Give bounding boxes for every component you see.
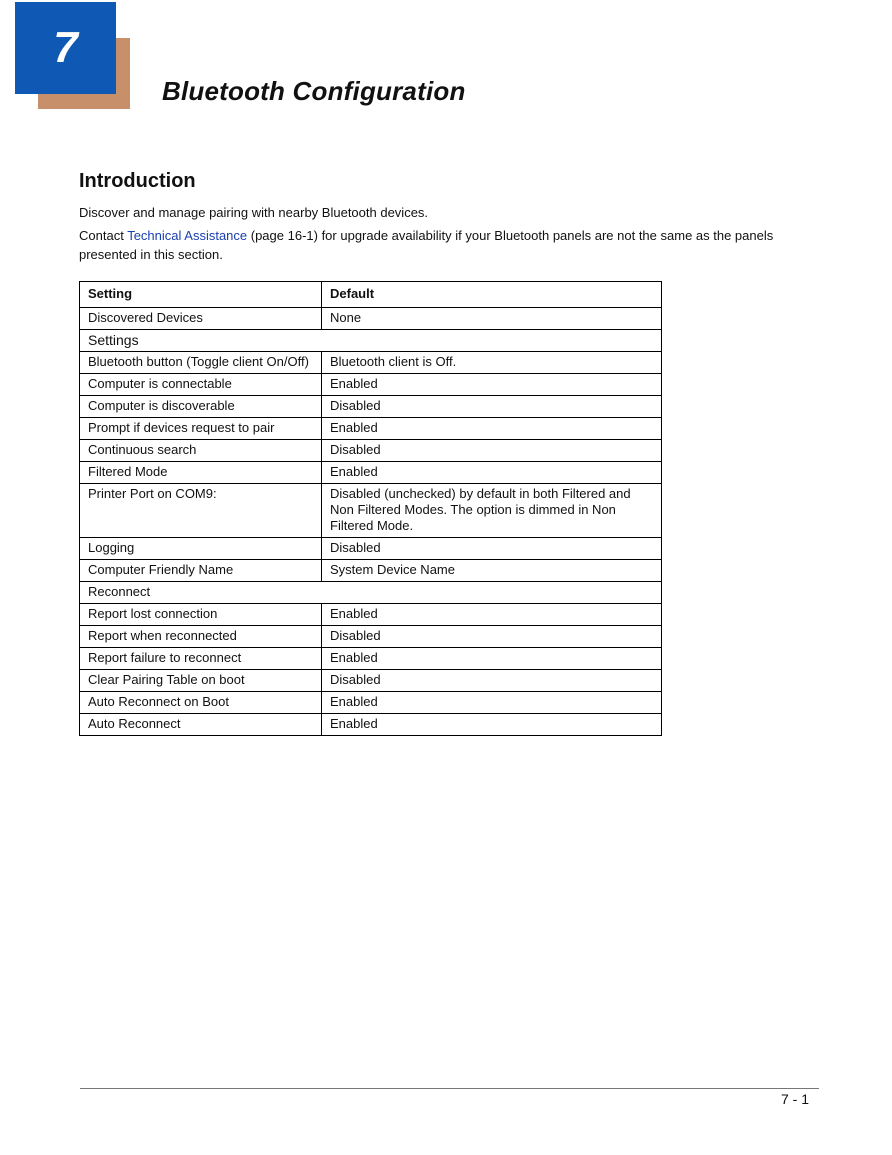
table-row [80,484,662,538]
section-title: Introduction [79,170,196,192]
table-row [80,352,662,374]
default-cell: Enabled [322,462,662,484]
table-row [80,626,662,648]
contact-suffix: (page 16-1) for upgrade availability if your Bluetooth panels are not the same as the panels presented in this section. [79,228,774,262]
default-cell: None [322,308,662,330]
default-cell: Disabled [322,538,662,560]
group-label: Settings [80,330,662,352]
table-row [80,440,662,462]
contact-paragraph [79,226,799,264]
header-default: Default [322,282,662,308]
setting-cell: Computer Friendly Name [80,560,322,582]
technical-assistance-link[interactable]: Technical Assistance [127,228,248,243]
setting-cell: Continuous search [80,440,322,462]
setting-cell: Prompt if devices request to pair [80,418,322,440]
setting-cell: Report failure to reconnect [80,648,322,670]
default-cell: Enabled [322,714,662,736]
group-row-reconnect [80,582,662,604]
table-row [80,560,662,582]
table-row [80,604,662,626]
table-row [80,418,662,440]
setting-cell: Computer is connectable [80,374,322,396]
table-row [80,396,662,418]
table-row [80,462,662,484]
setting-cell: Discovered Devices [80,308,322,330]
setting-cell: Logging [80,538,322,560]
table-row [80,714,662,736]
setting-cell: Auto Reconnect on Boot [80,692,322,714]
setting-cell: Bluetooth button (Toggle client On/Off) [80,352,322,374]
group-row-settings [80,330,662,352]
default-cell: Bluetooth client is Off. [322,352,662,374]
table-row [80,670,662,692]
default-cell: Disabled [322,626,662,648]
default-cell: Enabled [322,648,662,670]
page-number: 7 - 1 [780,1091,809,1107]
default-cell: Disabled [322,396,662,418]
intro-paragraph: Discover and manage pairing with nearby Bluetooth devices. [79,205,429,220]
contact-prefix: Contact [79,228,128,243]
default-cell: System Device Name [322,560,662,582]
header-setting: Setting [80,282,322,308]
setting-cell: Auto Reconnect [80,714,322,736]
group-label: Reconnect [80,582,662,604]
setting-cell: Computer is discoverable [80,396,322,418]
chapter-number-tab: 7 [15,2,116,94]
default-cell: Disabled [322,440,662,462]
settings-table [79,281,662,736]
setting-cell: Report lost connection [80,604,322,626]
default-cell: Disabled [322,670,662,692]
chapter-title: Bluetooth Configuration [162,76,466,106]
setting-cell: Printer Port on COM9: [80,484,322,538]
table-row [80,648,662,670]
default-cell: Enabled [322,418,662,440]
table-row [80,538,662,560]
default-cell: Enabled [322,692,662,714]
table-header-row [80,282,662,308]
table-row [80,692,662,714]
setting-cell: Clear Pairing Table on boot [80,670,322,692]
default-cell: Disabled (unchecked) by default in both Filtered and Non Filtered Modes. The option is dimmed in Non Filtered Mode. [322,484,662,538]
footer-rule [80,1088,819,1089]
table-row [80,308,662,330]
default-cell: Enabled [322,604,662,626]
setting-cell: Report when reconnected [80,626,322,648]
table-row [80,374,662,396]
default-cell: Enabled [322,374,662,396]
setting-cell: Filtered Mode [80,462,322,484]
